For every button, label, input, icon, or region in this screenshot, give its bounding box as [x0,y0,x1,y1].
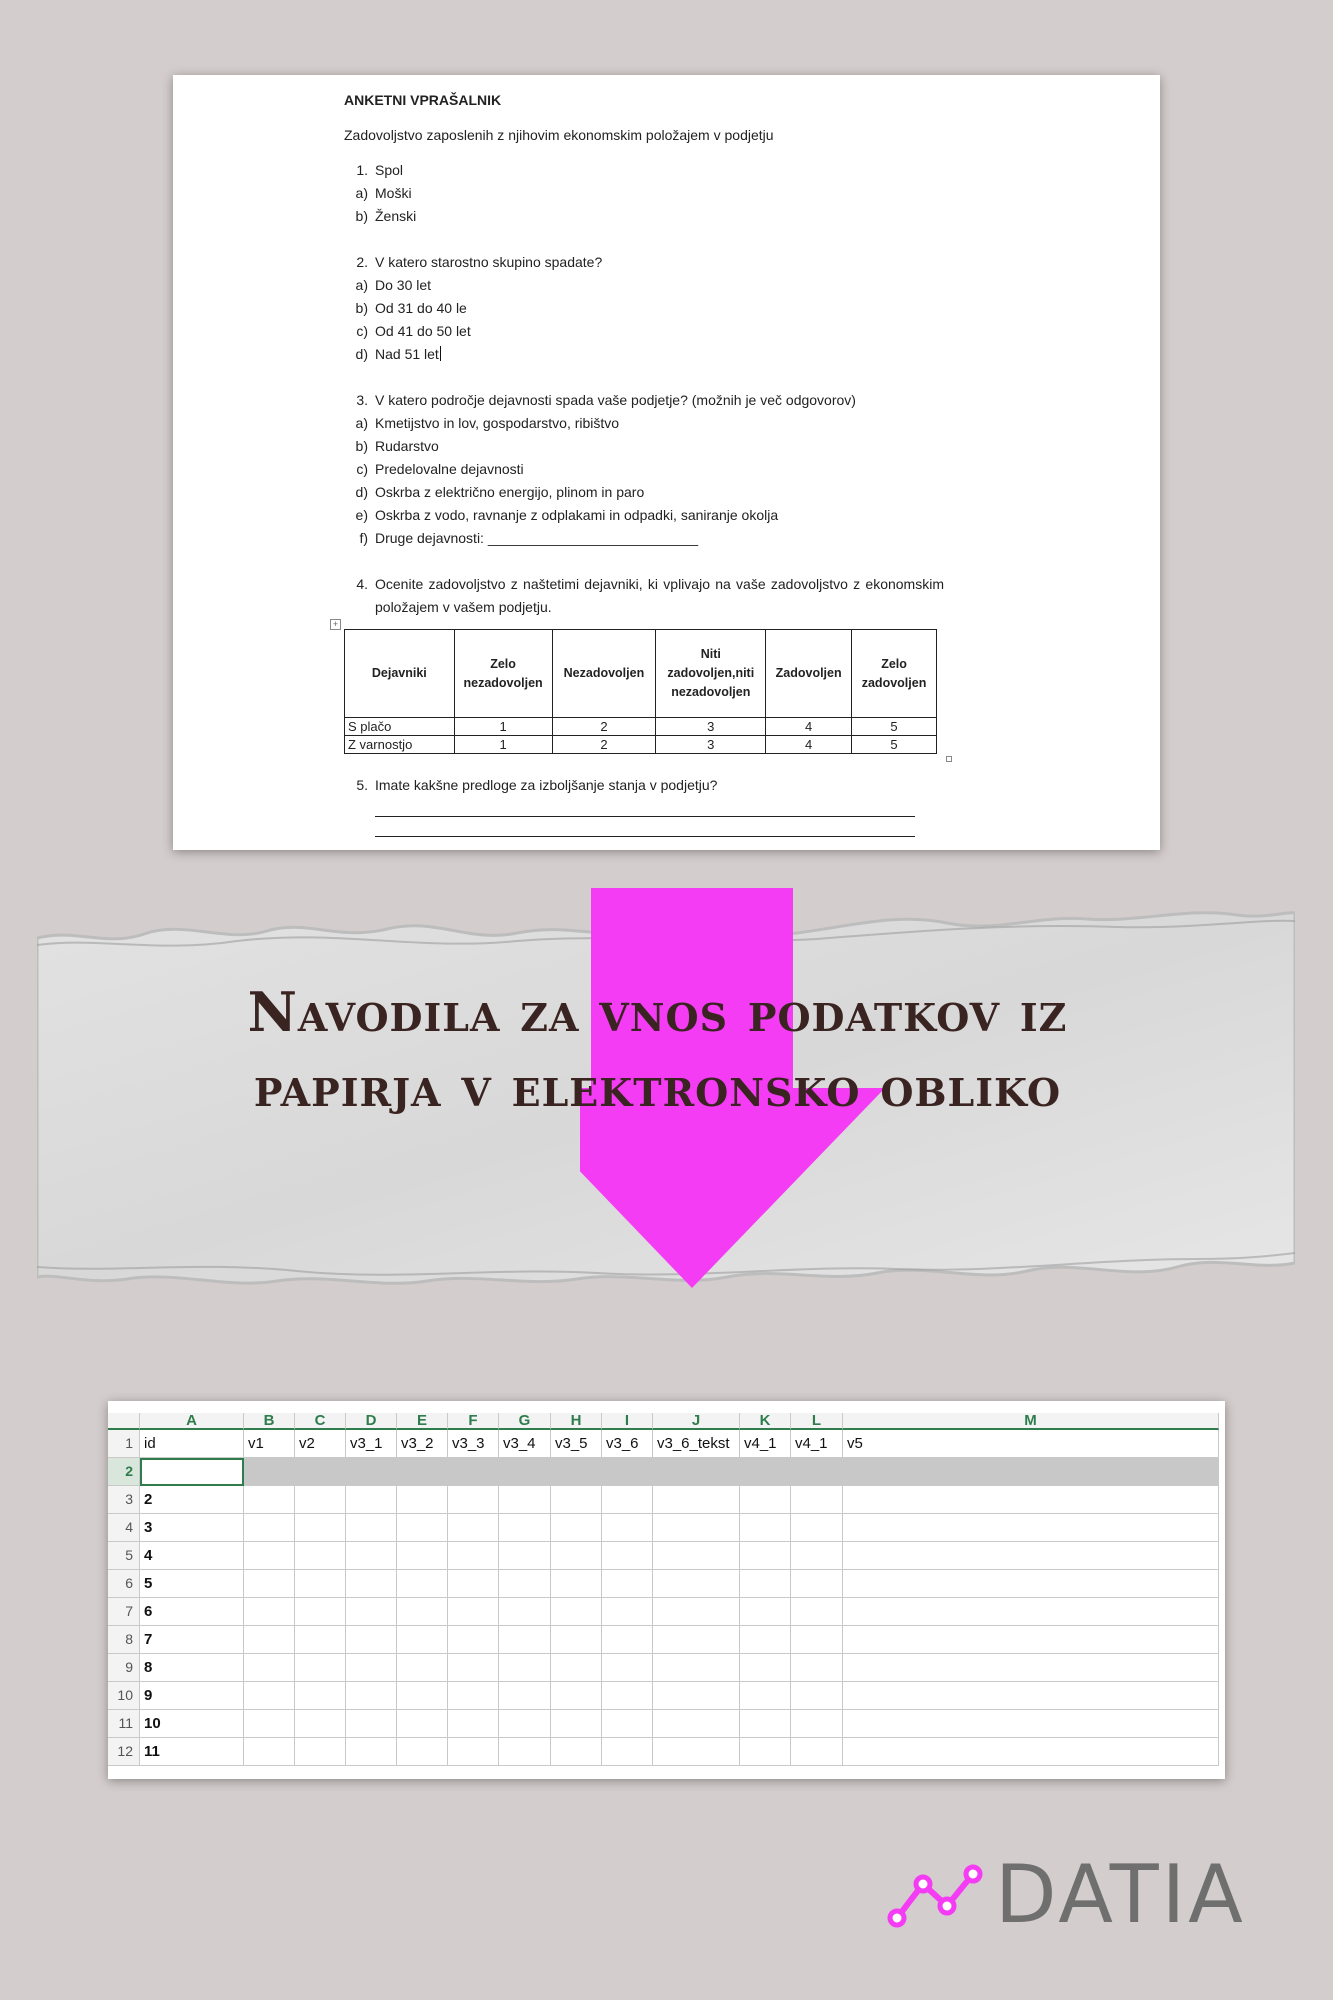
grid-cell[interactable] [244,1682,295,1710]
grid-cell[interactable] [602,1710,653,1738]
grid-cell[interactable] [499,1654,551,1682]
table-cell: 1 [454,718,552,736]
grid-cell[interactable] [499,1710,551,1738]
grid-cell[interactable] [499,1738,551,1766]
grid-cell[interactable] [602,1486,653,1514]
grid-cell[interactable] [551,1570,602,1598]
grid-cell[interactable] [448,1682,499,1710]
grid-cell[interactable] [244,1458,295,1486]
grid-cell[interactable] [843,1514,1219,1542]
question-number: 4. [356,576,368,592]
grid-cell[interactable] [397,1598,448,1626]
table-header: Zadovoljen [766,630,852,718]
table-row [108,1626,1219,1654]
column-header-H[interactable]: H [551,1413,602,1430]
grid-cell[interactable] [602,1738,653,1766]
grid-cell[interactable] [346,1710,397,1738]
option-marker: a) [355,277,368,293]
column-header-I[interactable]: I [602,1413,653,1430]
grid-cell[interactable] [653,1486,740,1514]
question-number: 2. [356,254,368,270]
column-header-C[interactable]: C [295,1413,346,1430]
select-all-corner[interactable] [108,1413,140,1430]
column-header-J[interactable]: J [653,1413,740,1430]
row-number[interactable]: 3 [108,1486,140,1514]
grid-cell[interactable] [551,1598,602,1626]
grid-cell[interactable] [791,1654,843,1682]
table-cell: Z varnostjo [345,736,455,754]
grid-cell[interactable] [551,1626,602,1654]
table-row [108,1682,1219,1710]
grid-cell[interactable] [346,1486,397,1514]
grid-cell[interactable] [499,1598,551,1626]
grid-cell[interactable]: 8 [140,1654,244,1682]
grid-cell[interactable] [448,1570,499,1598]
grid-cell[interactable] [295,1570,346,1598]
table-cell: 2 [552,736,656,754]
grid-cell[interactable] [295,1654,346,1682]
grid-cell[interactable] [602,1682,653,1710]
answer-line [375,817,915,837]
grid-cell[interactable]: v3_3 [448,1430,499,1458]
grid-cell[interactable]: 9 [140,1682,244,1710]
grid-cell[interactable] [740,1682,791,1710]
row-number[interactable]: 10 [108,1682,140,1710]
column-header-M[interactable]: M [843,1413,1219,1430]
question-5 [344,774,944,837]
grid-cell[interactable] [346,1654,397,1682]
table-header: Zelo nezadovoljen [454,630,552,718]
grid-cell[interactable] [397,1654,448,1682]
grid-cell[interactable] [346,1570,397,1598]
question-4 [332,573,944,754]
grid-cell[interactable] [843,1710,1219,1738]
option-marker: b) [355,438,368,454]
grid-cell[interactable] [653,1682,740,1710]
grid-cell[interactable] [244,1738,295,1766]
grid-cell[interactable]: 11 [140,1738,244,1766]
document-body [332,89,944,837]
questionnaire-document [173,75,1160,850]
option-text: Moški [375,185,412,201]
grid-cell[interactable]: v3_5 [551,1430,602,1458]
grid-cell[interactable] [397,1514,448,1542]
grid-cell[interactable] [791,1570,843,1598]
grid-cell[interactable] [244,1626,295,1654]
grid-cell[interactable] [244,1654,295,1682]
question-3 [344,389,944,550]
grid-cell[interactable] [551,1682,602,1710]
grid-cell[interactable]: 7 [140,1626,244,1654]
grid-cell[interactable] [448,1654,499,1682]
grid-cell[interactable] [602,1626,653,1654]
grid-cell[interactable] [740,1458,791,1486]
grid-cell[interactable] [448,1542,499,1570]
grid-cell[interactable] [499,1542,551,1570]
grid-cell[interactable] [551,1514,602,1542]
grid-cell[interactable] [295,1542,346,1570]
spreadsheet[interactable] [108,1401,1225,1779]
grid-cell[interactable] [346,1626,397,1654]
grid-cell[interactable] [295,1598,346,1626]
active-cell[interactable] [140,1458,244,1486]
grid-cell[interactable] [499,1486,551,1514]
grid-cell[interactable] [740,1598,791,1626]
grid-cell[interactable] [740,1486,791,1514]
row-number[interactable]: 6 [108,1570,140,1598]
selected-row [108,1458,1219,1486]
option-marker: a) [355,185,368,201]
grid-cell[interactable] [791,1458,843,1486]
grid-cell[interactable] [397,1682,448,1710]
grid-cell[interactable] [740,1570,791,1598]
grid-cell[interactable]: v4_1 [740,1430,791,1458]
line-chart-icon [887,1862,983,1928]
grid-cell[interactable] [295,1738,346,1766]
column-header-row [108,1413,1219,1430]
grid-cell[interactable] [397,1542,448,1570]
grid-cell[interactable] [244,1514,295,1542]
table-row [108,1542,1219,1570]
rating-table [344,629,937,754]
grid-cell[interactable] [244,1710,295,1738]
grid-cell[interactable] [551,1542,602,1570]
grid-cell[interactable] [843,1598,1219,1626]
grid-cell[interactable]: 10 [140,1710,244,1738]
grid-cell[interactable] [653,1598,740,1626]
table-row [108,1430,1219,1458]
row-number[interactable]: 4 [108,1514,140,1542]
option-text: Ženski [375,208,417,224]
option-text: Od 41 do 50 let [375,323,471,339]
grid-cell[interactable] [791,1682,843,1710]
grid-cell[interactable] [448,1710,499,1738]
table-cell: 2 [552,718,656,736]
grid-cell[interactable] [295,1486,346,1514]
table-header: Nezadovoljen [552,630,656,718]
option-text: Oskrba z vodo, ravnanje z odplakami in odpadki, saniranje okolja [375,507,779,523]
datia-logo [887,1848,1246,1941]
grid-cell[interactable] [843,1682,1219,1710]
option-text: Nad 51 let [375,346,439,362]
grid-cell[interactable]: v3_1 [346,1430,397,1458]
table-row [345,718,937,736]
grid-cell[interactable]: 2 [140,1486,244,1514]
grid-cell[interactable]: v5 [843,1430,1219,1458]
grid-cell[interactable] [602,1570,653,1598]
grid-cell[interactable] [244,1598,295,1626]
grid-cell[interactable] [397,1458,448,1486]
grid-cell[interactable] [791,1486,843,1514]
row-number[interactable]: 1 [108,1430,140,1458]
grid-cell[interactable] [295,1458,346,1486]
grid-cell[interactable] [653,1710,740,1738]
spreadsheet-grid [108,1413,1219,1766]
table-row [108,1598,1219,1626]
grid-cell[interactable] [346,1458,397,1486]
question-text: Imate kakšne predloge za izboljšanje stanja v podjetju? [375,777,718,793]
grid-cell[interactable]: v3_6_tekst [653,1430,740,1458]
grid-cell[interactable]: v3_2 [397,1430,448,1458]
question-2 [344,251,944,366]
row-number[interactable]: 12 [108,1738,140,1766]
grid-cell[interactable] [653,1458,740,1486]
grid-cell[interactable] [397,1738,448,1766]
grid-cell[interactable]: 5 [140,1570,244,1598]
grid-cell[interactable] [843,1542,1219,1570]
grid-cell[interactable] [551,1654,602,1682]
grid-cell[interactable] [740,1710,791,1738]
grid-cell[interactable] [602,1542,653,1570]
grid-cell[interactable]: v3_6 [602,1430,653,1458]
grid-cell[interactable] [346,1542,397,1570]
grid-cell[interactable] [551,1458,602,1486]
grid-cell[interactable]: v3_4 [499,1430,551,1458]
row-number[interactable]: 8 [108,1626,140,1654]
option-marker: a) [355,415,368,431]
grid-cell[interactable] [448,1514,499,1542]
table-cell: 3 [656,718,766,736]
question-text: V katero področje dejavnosti spada vaše podjetje? (možnih je več odgovorov) [375,392,856,408]
grid-cell[interactable] [397,1710,448,1738]
rating-table-wrapper [332,619,944,754]
grid-cell[interactable] [791,1738,843,1766]
grid-cell[interactable] [448,1458,499,1486]
table-resize-handle[interactable] [946,756,952,762]
grid-cell[interactable] [843,1654,1219,1682]
column-header-A[interactable]: A [140,1413,244,1430]
grid-cell[interactable] [346,1682,397,1710]
table-header: Zelo zadovoljen [852,630,937,718]
table-cell: 5 [852,718,937,736]
grid-cell[interactable] [448,1486,499,1514]
grid-cell[interactable] [244,1570,295,1598]
column-header-G[interactable]: G [499,1413,551,1430]
grid-cell[interactable] [551,1486,602,1514]
table-row [345,736,937,754]
table-header: Niti zadovoljen,niti nezadovoljen [656,630,766,718]
grid-cell[interactable] [740,1654,791,1682]
grid-cell[interactable] [602,1654,653,1682]
grid-cell[interactable] [397,1626,448,1654]
table-row [108,1570,1219,1598]
question-number: 1. [356,162,368,178]
grid-cell[interactable] [843,1570,1219,1598]
table-cell: 1 [454,736,552,754]
grid-cell[interactable] [791,1626,843,1654]
table-move-handle[interactable]: + [330,619,341,630]
column-header-K[interactable]: K [740,1413,791,1430]
column-header-D[interactable]: D [346,1413,397,1430]
grid-cell[interactable] [346,1598,397,1626]
table-header: Dejavniki [345,630,455,718]
table-row [108,1738,1219,1766]
question-1 [344,159,944,228]
question-text: Ocenite zadovoljstvo z naštetimi dejavniki, ki vplivajo na vaše zadovoljstvo z ekonomskim položajem v vašem podjetju. [375,576,944,615]
banner-headline: Navodila za vnos podatkov iz papirja v elektronsko obliko [247,980,1068,1119]
option-marker: f) [359,530,368,546]
option-marker: c) [356,461,368,477]
option-text: Predelovalne dejavnosti [375,461,524,477]
option-text: Druge dejavnosti: ___________________________ [375,530,699,546]
grid-cell[interactable] [602,1598,653,1626]
grid-cell[interactable] [791,1598,843,1626]
grid-cell[interactable] [448,1626,499,1654]
grid-cell[interactable] [602,1514,653,1542]
grid-cell[interactable] [653,1514,740,1542]
grid-cell[interactable] [448,1598,499,1626]
column-header-F[interactable]: F [448,1413,499,1430]
option-text: Do 30 let [375,277,432,293]
row-number[interactable]: 7 [108,1598,140,1626]
document-title: ANKETNI VPRAŠALNIK [344,92,502,108]
grid-cell[interactable] [397,1570,448,1598]
grid-cell[interactable] [653,1654,740,1682]
grid-cell[interactable] [740,1738,791,1766]
table-row [108,1654,1219,1682]
option-marker: e) [355,507,368,523]
table-row [108,1486,1219,1514]
text-cursor [440,346,441,361]
grid-cell[interactable] [843,1626,1219,1654]
grid-cell[interactable] [843,1458,1219,1486]
row-number[interactable]: 11 [108,1710,140,1738]
grid-cell[interactable] [653,1626,740,1654]
grid-cell[interactable] [843,1486,1219,1514]
grid-cell[interactable] [346,1514,397,1542]
answer-line [375,797,915,817]
grid-cell[interactable] [295,1710,346,1738]
table-cell: 4 [766,736,852,754]
row-number[interactable]: 5 [108,1542,140,1570]
grid-cell[interactable] [653,1542,740,1570]
column-header-B[interactable]: B [244,1413,295,1430]
row-number[interactable]: 9 [108,1654,140,1682]
grid-cell[interactable] [499,1682,551,1710]
table-cell: 4 [766,718,852,736]
grid-cell[interactable]: id [140,1430,244,1458]
grid-cell[interactable]: v2 [295,1430,346,1458]
option-marker: d) [355,484,368,500]
grid-cell[interactable] [295,1682,346,1710]
table-cell: S plačo [345,718,455,736]
grid-cell[interactable] [791,1710,843,1738]
row-number[interactable]: 2 [108,1458,140,1486]
grid-cell[interactable] [499,1458,551,1486]
logo-wordmark: DATIA [995,1848,1246,1941]
grid-cell[interactable]: 4 [140,1542,244,1570]
table-row [108,1514,1219,1542]
grid-cell[interactable] [499,1570,551,1598]
option-marker: b) [355,300,368,316]
grid-cell[interactable] [551,1710,602,1738]
table-row [108,1710,1219,1738]
grid-cell[interactable] [448,1738,499,1766]
data-rows [108,1486,1219,1766]
grid-cell[interactable]: 3 [140,1514,244,1542]
grid-cell[interactable] [295,1626,346,1654]
question-text: Spol [375,162,404,178]
grid-cell[interactable] [791,1542,843,1570]
column-header-E[interactable]: E [397,1413,448,1430]
grid-cell[interactable]: 6 [140,1598,244,1626]
table-cell: 3 [656,736,766,754]
grid-cell[interactable] [740,1514,791,1542]
grid-cell[interactable] [397,1486,448,1514]
question-number: 3. [356,392,368,408]
grid-cell[interactable]: v1 [244,1430,295,1458]
option-text: Rudarstvo [375,438,439,454]
grid-cell[interactable] [499,1626,551,1654]
document-subtitle: Zadovoljstvo zaposlenih z njihovim ekonomskim položajem v podjetju [344,127,774,143]
option-marker: b) [355,208,368,224]
grid-cell[interactable] [791,1514,843,1542]
grid-cell[interactable] [346,1738,397,1766]
question-number: 5. [356,777,368,793]
option-text: Kmetijstvo in lov, gospodarstvo, ribištvo [375,415,620,431]
grid-cell[interactable] [653,1570,740,1598]
grid-cell[interactable] [295,1514,346,1542]
option-text: Od 31 do 40 le [375,300,467,316]
column-header-L[interactable]: L [791,1413,843,1430]
grid-cell[interactable] [551,1738,602,1766]
grid-cell[interactable] [602,1458,653,1486]
question-text: V katero starostno skupino spadate? [375,254,603,270]
option-marker: d) [355,346,368,362]
grid-cell[interactable] [653,1738,740,1766]
option-marker: c) [356,323,368,339]
grid-cell[interactable] [843,1738,1219,1766]
grid-cell[interactable] [740,1626,791,1654]
grid-cell[interactable] [244,1486,295,1514]
grid-cell[interactable]: v4_1 [791,1430,843,1458]
grid-cell[interactable] [740,1542,791,1570]
grid-cell[interactable] [499,1514,551,1542]
table-cell: 5 [852,736,937,754]
grid-cell[interactable] [244,1542,295,1570]
option-text: Oskrba z električno energijo, plinom in paro [375,484,645,500]
